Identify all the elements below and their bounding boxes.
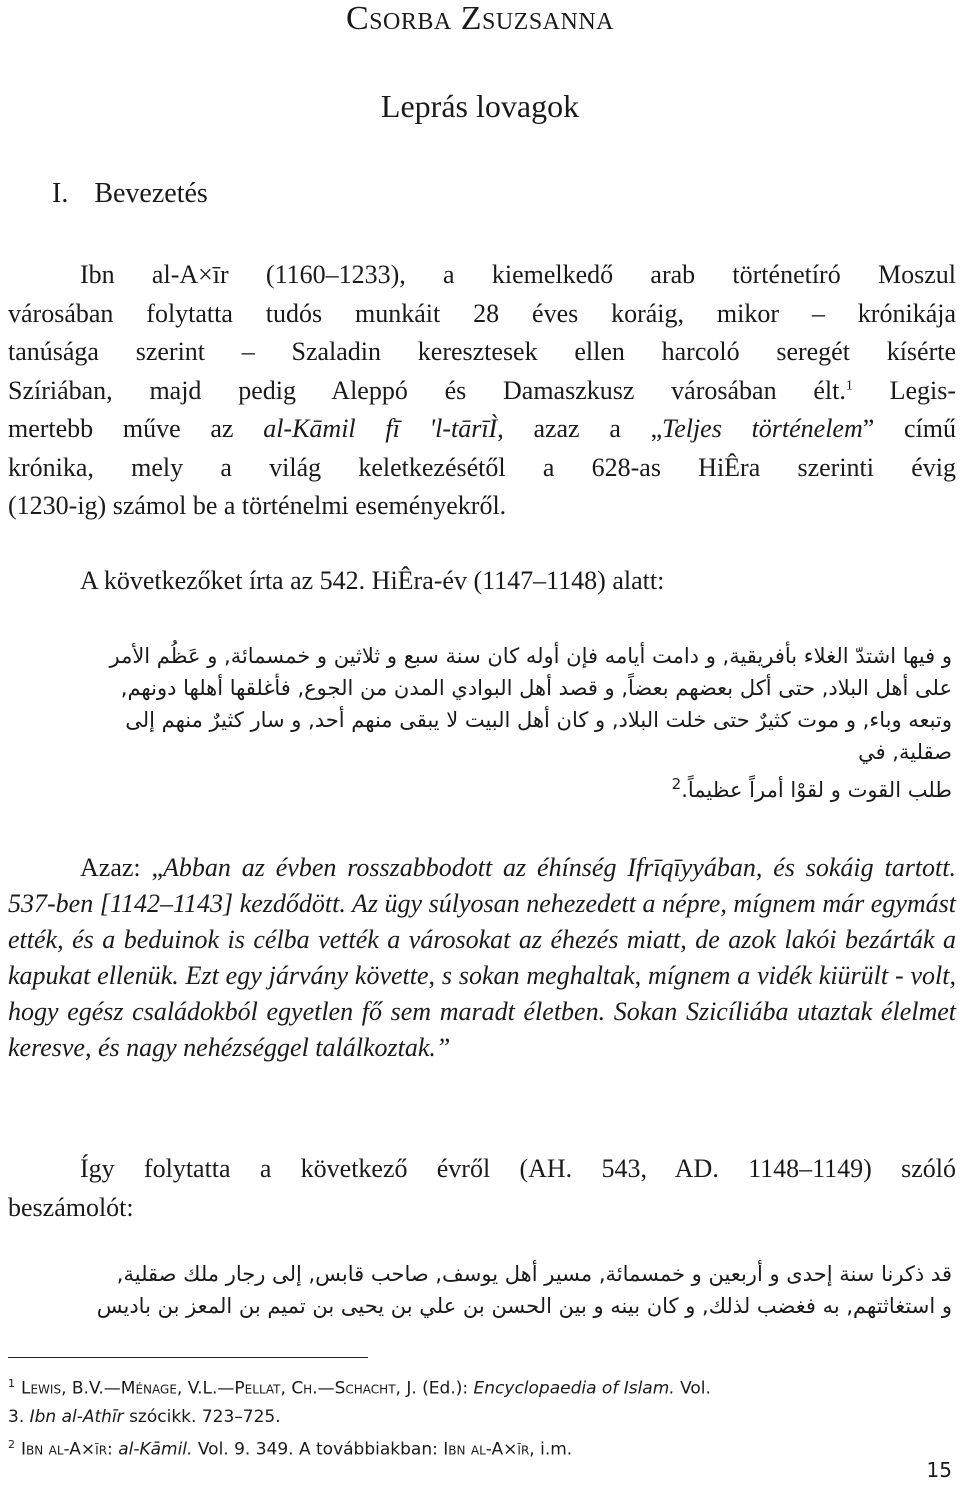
intro-line: Ibn al-A×īr (1160–1233), a kiemelkedő arab történetíró Moszul bbox=[80, 260, 956, 289]
intro-text: , azaz a „ bbox=[497, 414, 663, 443]
arabic-line: وتبعه وباء, و موت كثيرٌ حتى خلت البلاد, و كان أهل البيت لا يبقى منهم أحد, و سار كثيرٌ منهم إلى bbox=[125, 708, 952, 732]
continuation-line: beszámolót: bbox=[8, 1192, 134, 1222]
footnote-text: (Ed.): bbox=[416, 1378, 474, 1399]
footnote-text: , i.m. bbox=[529, 1439, 573, 1460]
footnote-text: : bbox=[107, 1439, 119, 1460]
page-number: 15 bbox=[926, 1458, 952, 1482]
footnote-text: Vol. bbox=[674, 1378, 711, 1399]
work-title-hungarian: Teljes történelem bbox=[662, 414, 863, 443]
translation-paragraph bbox=[8, 850, 956, 1066]
footnote-text: szócikk. 723–725. bbox=[123, 1406, 281, 1427]
section-number: I. bbox=[52, 178, 69, 209]
work-title-arabic: al-Kāmil fī 'l-tārīÌ bbox=[263, 414, 498, 443]
intro-line bbox=[8, 410, 956, 449]
author-name: Csorba Zsuzsanna bbox=[346, 0, 614, 37]
arabic-line: قد ذكرنا سنة إحدى و أربعين و خمسمائة, مسير أهل يوسف, صاحب قابس, إلى رجار ملك صقلية, bbox=[116, 1262, 952, 1286]
section-title: Bevezetés bbox=[94, 178, 208, 209]
translation-quote-close: ” bbox=[435, 1033, 451, 1062]
arabic-text: طلب القوت و لقوْا أمراً عظيماً. bbox=[681, 778, 952, 802]
intro-line: (1230-ig) számol be a történelmi eseményekről. bbox=[8, 491, 507, 520]
arabic-quote-2 bbox=[10, 1258, 952, 1322]
footnote-separator bbox=[8, 1357, 368, 1358]
chapter-title: Leprás lovagok bbox=[380, 88, 580, 124]
translation-body: Abban az évben rosszabbodott az éhínség Ifrīqīyyában, és sokáig tartott. 537-ben [1142–1143] kezdődött. Az ügy súlyosan nehezedett a népre, mígnem már egymást ették, és a beduinok is célba vették a városokat az éhezés miatt, de azok lakói bezárták a kapukat ellenük. Ezt egy járvány követte, s sokan meghaltak, mígnem a vidék kiürült - volt, hogy egész családokból egyetlen fő sem maradt életben. Sokan Szicíliába utaztak élelmet keresve, és nagy nehézséggel találkoztak. bbox=[8, 853, 956, 1062]
footnote-ref[interactable]: 1 bbox=[845, 377, 853, 393]
footnote-entry: Ibn al-Athīr bbox=[29, 1406, 124, 1427]
intro-line: krónika, mely a világ keletkezésétől a 628-as HiÊra szerinti évig bbox=[8, 452, 956, 482]
footnote-ref[interactable]: 2 bbox=[671, 775, 682, 793]
section-heading bbox=[52, 178, 208, 210]
intro-line: tanúsága szerint – Szaladin keresztesek ellen harcoló seregét kísérte bbox=[8, 337, 956, 366]
arabic-line: على أهل البلاد, حتى أكل بعضهم بعضاً, و قصد أهل البوادي المدن من الجوع, فأغلقها أهلها دونهم, bbox=[120, 676, 952, 700]
arabic-quote-1 bbox=[10, 640, 952, 806]
footnote-number: 1 bbox=[8, 1377, 15, 1390]
continuation-line: Így folytatta a következő évről (AH. 543, AD. 1148–1149) szóló bbox=[80, 1154, 956, 1183]
footnote-author: Ibn al-A×īr bbox=[443, 1439, 530, 1460]
footnote-author: Ibn al-A×īr bbox=[21, 1439, 108, 1460]
footnote-text: Vol. 9. 349. A továbbiakban: bbox=[192, 1439, 444, 1460]
intro-paragraph bbox=[8, 256, 956, 526]
footnote-work: al-Kāmil. bbox=[118, 1439, 193, 1460]
intro-text: mertebb műve az bbox=[8, 414, 264, 443]
arabic-line: و فيها اشتدّ الغلاء بأفريقية, و دامت أيامه فإن أوله كان سنة سبع و ثلاثين و خمسمائة, و عَظُم الأمر bbox=[109, 644, 952, 668]
arabic-line bbox=[10, 768, 952, 806]
intro-line: városában folytatta tudós munkáit 28 éves koráig, mikor – krónikája bbox=[8, 298, 956, 328]
intro-text: Szíriában, majd pedig Aleppó és Damaszkusz városában élt. bbox=[8, 375, 846, 405]
footnote-1-cont bbox=[8, 1403, 956, 1431]
translation-text bbox=[8, 850, 956, 1066]
footnote-2 bbox=[8, 1431, 956, 1464]
arabic-line: و استغاثتهم, به فغضب لذلك, و كان بينه و بين الحسن بن علي بن يحيى بن تميم بن المعز بن باديس bbox=[96, 1294, 952, 1318]
intro-text: Legis- bbox=[852, 375, 956, 405]
quote-intro: A következőket írta az 542. HiÊra-év (1147–1148) alatt: bbox=[80, 566, 665, 595]
footnotes bbox=[8, 1370, 956, 1463]
footnote-work: Encyclopaedia of Islam. bbox=[473, 1378, 675, 1399]
footnote-authors: Lewis, B.V.—Ménage, V.L.—Pellat, Ch.—Schacht, J. bbox=[21, 1378, 417, 1399]
translation-lead: Azaz: „ bbox=[80, 853, 164, 882]
footnote-number: 2 bbox=[8, 1437, 15, 1451]
intro-line bbox=[8, 372, 956, 411]
continuation-paragraph bbox=[8, 1150, 956, 1227]
arabic-line: صقلية, في bbox=[858, 740, 952, 764]
intro-text: ” című bbox=[862, 414, 957, 443]
footnote-1 bbox=[8, 1370, 956, 1403]
footnote-text: 3. bbox=[8, 1406, 30, 1427]
